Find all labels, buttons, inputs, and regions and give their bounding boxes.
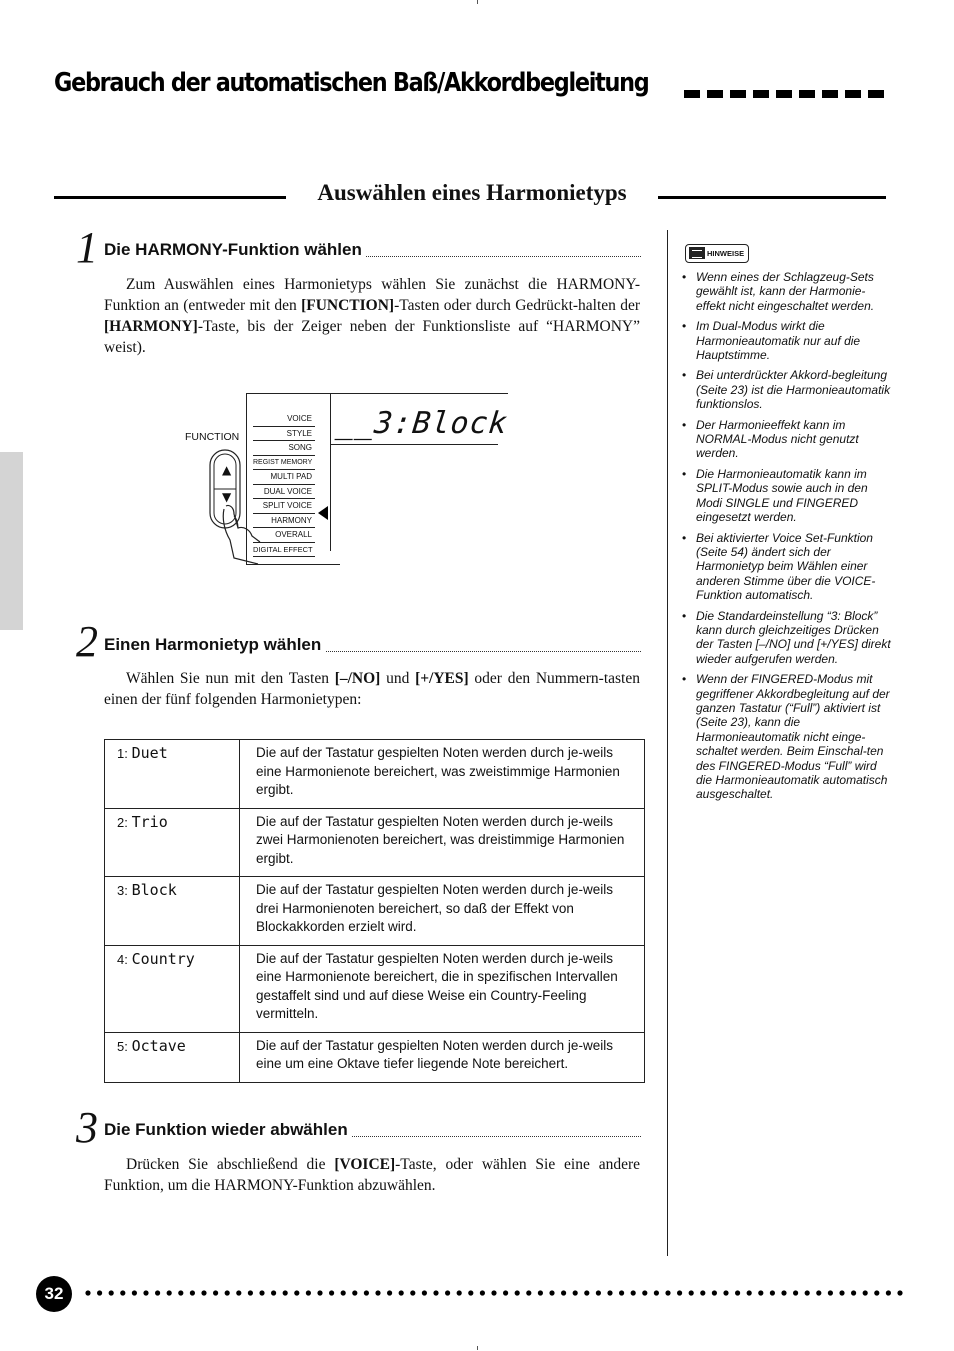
note-item: • Wenn eines der Schlagzeug-Sets gewählt ist, kann der Harmonie-effekt nicht eingeschaltet werden. (682, 270, 875, 313)
panel-top-line (246, 393, 508, 394)
footer-dot-decoration (84, 1288, 910, 1298)
table-row (105, 877, 645, 946)
section-rule-left (54, 196, 286, 199)
function-item-dual-voice: DUAL VOICE (253, 485, 315, 500)
note-item: • Bei aktivierter Voice Set-Funktion (Seite 54) ändert sich der Harmonietyp beim Wählen einer anderen Stimme über die VOICE-Funktion automatisch. (682, 530, 876, 603)
page-number: 32 (36, 1276, 72, 1312)
table-row (105, 740, 645, 809)
function-item-overall: OVERALL (253, 528, 315, 543)
hinweise-badge: HINWEISE (685, 244, 749, 263)
harmony-desc-cell: Die auf der Tastatur gespielten Noten werden durch je-weils eine Harmonienote bereichert, die in spezifischen Intervallen gestaffelt sind und auf diese Weise ein Country-Feeling vermitteln. (240, 945, 645, 1032)
page-header-title: Gebrauch der automatischen Baß/Akkordbegleitung (54, 68, 649, 98)
step-3-number: 3 (76, 1103, 98, 1152)
hinweise-notes-list (680, 270, 892, 808)
harmony-desc-cell: Die auf der Tastatur gespielten Noten werden durch je-weils zwei Harmonienoten bereichert, was dreistimmige Harmonien ergibt. (240, 808, 645, 877)
table-row (105, 808, 645, 877)
note-book-icon (689, 247, 705, 259)
step-3-text: Drücken Sie abschließend die [VOICE]-Taste, oder wählen Sie eine andere Funktion, um die HARMONY-Funktion abzuwählen. (104, 1156, 640, 1194)
function-item-digital-effect: DIGITAL EFFECT (253, 543, 315, 558)
function-item-split-voice: SPLIT VOICE (253, 499, 315, 514)
harmony-desc-cell: Die auf der Tastatur gespielten Noten werden durch je-weils drei Harmonienoten bereichert, so daß der Effekt von Blockakkorden erzielt wird. (240, 877, 645, 946)
note-item: • Bei unterdrückter Akkord-begleitung (Seite 23) ist die Harmonieautomatik funktionslos. (682, 368, 891, 412)
down-arrow-icon: ▼ (222, 490, 232, 504)
selection-pointer-icon (318, 506, 328, 520)
step-2-text: Wählen Sie nun mit den Tasten [–/NO] und [+/YES] oder den Nummern-tasten einen der fünf folgenden Harmonietypen: (104, 670, 640, 708)
function-label: FUNCTION (185, 431, 240, 443)
harmony-type-cell: 2: Trio (105, 808, 240, 877)
header-dash-decoration (684, 90, 886, 98)
function-item-voice: VOICE (253, 412, 315, 427)
harmony-types-table (104, 739, 645, 1083)
step-1-title: Die HARMONY-Funktion wählen (104, 240, 366, 260)
step-2-title: Einen Harmonietyp wählen (104, 635, 325, 655)
harmony-desc-cell: Die auf der Tastatur gespielten Noten werden durch je-weils eine um eine Oktave tiefer liegende Note bereichert. (240, 1032, 645, 1082)
harmony-desc-cell: Die auf der Tastatur gespielten Noten werden durch je-weils eine Harmonienote bereichert, was zweistimmige Harmonien ergibt. (240, 740, 645, 809)
up-arrow-icon: ▲ (222, 463, 232, 477)
harmony-type-cell: 1: Duet (105, 740, 240, 809)
harmony-type-cell: 5: Octave (105, 1032, 240, 1082)
note-item: • Im Dual-Modus wirkt die Harmonieautomatik nur auf die Hauptstimme. (682, 319, 861, 363)
crop-mark-top (477, 0, 478, 4)
function-buttons-with-hand (204, 446, 274, 568)
side-tab (0, 452, 23, 630)
function-item-regist-memory: REGIST MEMORY (253, 456, 315, 471)
lcd-right-border (330, 393, 331, 551)
harmony-type-cell: 3: Block (105, 877, 240, 946)
note-item: • Der Harmonieeffekt kann im NORMAL-Modus nicht genutzt werden. (682, 417, 859, 461)
crop-mark-bottom (477, 1346, 478, 1350)
note-item: • Die Standardeinstellung “3: Block” kann durch gleichzeitiges Drücken der Tasten [–/NO] und [+/YES] direkt wieder aufgerufen werden. (682, 608, 891, 666)
step-2-number: 2 (76, 617, 98, 666)
harmony-type-cell: 4: Country (105, 945, 240, 1032)
function-item-multi-pad: MULTI PAD (253, 470, 315, 485)
section-title: Auswählen eines Harmonietyps (317, 180, 627, 205)
sidebar-divider (667, 230, 668, 1256)
section-rule-right (658, 196, 886, 199)
note-item: • Wenn der FINGERED-Modus mit gegriffener Akkordbegleitung auf der ganzen Tastatur (“Full”) aktiviert ist (Seite 23), kann die Harmonieautomatik nicht einge-schaltet werden. Beim Einschal-ten des FINGERED-Modus “Full” wird die Harmonieautomatik automatisch ausgeschaltet. (682, 672, 890, 802)
step-1-number: 1 (76, 223, 98, 272)
table-row (105, 945, 645, 1032)
step-3-title: Die Funktion wieder abwählen (104, 1120, 352, 1140)
function-item-song: SONG (253, 441, 315, 456)
table-row (105, 1032, 645, 1082)
lcd-display-text: __3:Block (334, 406, 510, 441)
step-1-text: Zum Auswählen eines Harmonietyps wählen Sie zunächst die HARMONY-Funktion an (entweder mit den [FUNCTION]-Tasten oder durch Gedrückt-halten der [HARMONY]-Taste, bis der Zeiger neben der Funktionsliste auf “HARMONY” weist). (104, 276, 640, 356)
function-item-harmony: HARMONY (253, 514, 315, 529)
note-item: • Die Harmonieautomatik kann im SPLIT-Modus sowie auch in den Modi SINGLE und FINGERED eingesetzt werden. (682, 466, 868, 525)
function-item-style: STYLE (253, 427, 315, 442)
